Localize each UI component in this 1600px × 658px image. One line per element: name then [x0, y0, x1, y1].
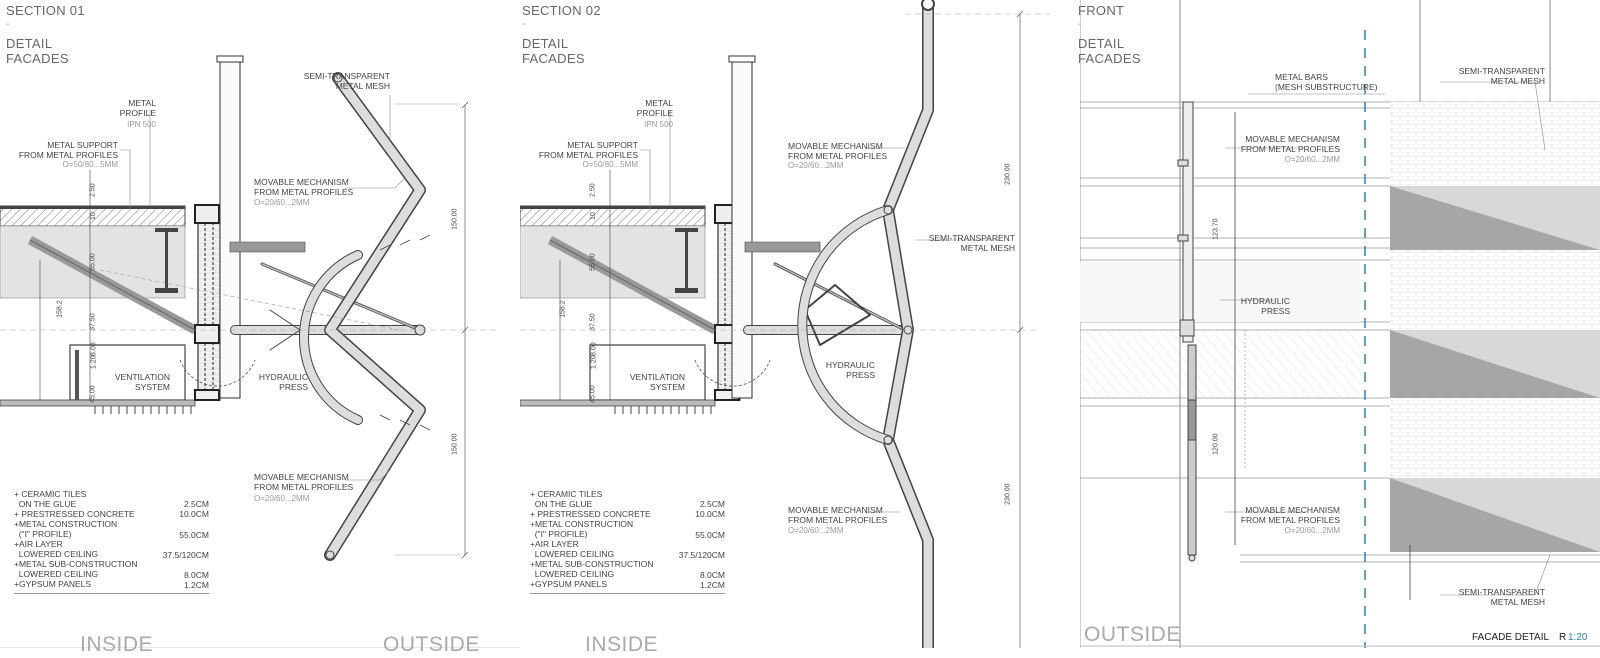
front-panel: [1080, 0, 1600, 648]
layer-1-value: 2.5CM: [183, 499, 209, 509]
front-mechanism-top-label: MOVABLE MECHANISM FROM METAL PROFILES: [1240, 134, 1340, 155]
mechanism-top-size-02: O=20/60...2MM: [788, 161, 844, 170]
mesh-label-bottom: SEMI-TRANSPARENT METAL MESH: [1458, 587, 1545, 608]
front-mechanism-bottom-size: O=20/60...2MM: [1284, 526, 1340, 535]
front-mechanism-bottom-label: MOVABLE MECHANISM FROM METAL PROFILES: [1240, 505, 1340, 526]
layer-1-name-02: + CERAMIC TILES ON THE GLUE: [530, 489, 603, 510]
front-drawing: [1080, 0, 1600, 648]
mechanism-bottom-label-02: MOVABLE MECHANISM FROM METAL PROFILES: [788, 505, 888, 526]
layer-5-name-02: +METAL SUB-CONSTRUCTION LOWERED CEILING: [530, 559, 654, 580]
mesh-label: SEMI-TRANSPARENT METAL MESH: [303, 71, 390, 92]
dim-230-top: 230.00: [1004, 163, 1012, 185]
metal-profile-size: IPN 500: [127, 120, 156, 129]
dim-150-bottom: 150.00: [451, 433, 459, 455]
ventilation-label: VENTILATION SYSTEM: [114, 372, 170, 393]
slab-hatch-band: [1080, 330, 1360, 398]
layer-1-name: + CERAMIC TILES ON THE GLUE: [14, 489, 87, 510]
glass-wall: [198, 210, 220, 400]
layer-4-name-02: +AIR LAYER LOWERED CEILING: [530, 539, 615, 560]
press-label-02: HYDRAULIC PRESS: [825, 360, 875, 381]
outside-label-01: OUTSIDE: [383, 633, 480, 656]
ventilation-label-02: VENTILATION SYSTEM: [629, 372, 685, 393]
front-dash: -: [1078, 19, 1082, 30]
mechanism-bottom-label: MOVABLE MECHANISM FROM METAL PROFILES: [254, 472, 354, 493]
layer-list-02: [530, 489, 725, 589]
layer-3-name-02: +METAL CONSTRUCTION ("I" PROFILE): [530, 519, 634, 540]
section-01-dash: -: [6, 19, 10, 30]
dim-2-50-02: 2.50: [589, 183, 597, 197]
dim-8-02: 8.00: [590, 342, 598, 356]
section-01-subtitle: DETAIL FACADES: [6, 36, 69, 67]
inside-label-01: INSIDE: [80, 633, 154, 656]
layer-3-name: +METAL CONSTRUCTION ("I" PROFILE): [14, 519, 118, 540]
metal-support-label: METAL SUPPORT FROM METAL PROFILES: [18, 140, 118, 161]
dim-10: 10: [89, 212, 97, 221]
dim-55: 55.00: [89, 253, 97, 271]
metal-profile-size-02: IPN 500: [644, 120, 673, 129]
mechanism-top-label-02: MOVABLE MECHANISM FROM METAL PROFILES: [788, 141, 888, 162]
front-dim-120: 120.00: [1212, 433, 1220, 455]
layer-4-value-02: 37.5/120CM: [678, 550, 725, 560]
section-02-dash: -: [522, 19, 526, 30]
section-01-panel: [0, 0, 520, 656]
layer-1-value-02: 2.5CM: [699, 499, 725, 509]
dim-230-bottom: 230.00: [1004, 483, 1012, 505]
mechanism-bottom-size: O=20/60...2MM: [254, 494, 310, 503]
post: [220, 58, 240, 398]
dim-45-02: 45.00: [589, 385, 597, 403]
dim-158-2-02: 158.2: [559, 300, 567, 318]
layer-2-name-02: + PRESTRESSED CONCRETE: [530, 509, 651, 520]
layer-4-name: +AIR LAYER LOWERED CEILING: [14, 539, 99, 560]
front-title: FRONT: [1078, 3, 1125, 18]
mechanism-top-label: MOVABLE MECHANISM FROM METAL PROFILES: [254, 177, 354, 198]
dim-45: 45.00: [89, 385, 97, 403]
scale-value: 1:20: [1568, 632, 1588, 643]
dim-2-50: 2.50: [89, 183, 97, 197]
tiles-layer: [0, 206, 185, 209]
layer-5-name: +METAL SUB-CONSTRUCTION LOWERED CEILING: [14, 559, 138, 580]
layer-6-name-02: +GYPSUM PANELS: [530, 579, 608, 590]
section-02-subtitle: DETAIL FACADES: [522, 36, 585, 67]
layer-list-01: [14, 489, 209, 589]
front-mechanism: [1178, 102, 1196, 561]
mesh-label-top: SEMI-TRANSPARENT METAL MESH: [1458, 66, 1545, 87]
press-label: HYDRAULIC PRESS: [258, 372, 308, 393]
dim-1-20: 1.20: [90, 355, 98, 369]
layer-6-name: +GYPSUM PANELS: [14, 579, 92, 590]
outside-label-front: OUTSIDE: [1084, 623, 1181, 646]
mesh-label-02: SEMI-TRANSPARENT METAL MESH: [928, 233, 1015, 254]
layer-2-name: + PRESTRESSED CONCRETE: [14, 509, 135, 520]
dim-10-02: 10: [589, 212, 597, 221]
mechanism-bottom-size-02: O=20/60...2MM: [788, 526, 844, 535]
dim-37-50-02: 37.50: [589, 313, 597, 331]
inside-label-02: INSIDE: [585, 633, 659, 656]
dim-1-20-02: 1.20: [590, 355, 598, 369]
section-02-panel: [520, 0, 1080, 656]
dim-158-2: 158.2: [56, 300, 64, 318]
layer-4-value: 37.5/120CM: [162, 550, 209, 560]
layer-5-value-02: 8.0CM: [699, 570, 725, 580]
front-dim-123-70: 123.70: [1212, 218, 1220, 240]
layer-6-value-02: 1.2CM: [699, 580, 725, 590]
ceiling-ribs: [95, 406, 191, 414]
metal-support-label-02: METAL SUPPORT FROM METAL PROFILES: [538, 140, 638, 161]
dim-37-50: 37.50: [89, 313, 97, 331]
metal-bars-label: METAL BARS (MESH SUBSTRUCTURE): [1275, 72, 1378, 93]
metal-profile-label-02: METAL PROFILE: [636, 98, 673, 119]
metal-support-size: O=50/80...5MM: [62, 160, 118, 169]
dim-55-02: 55.00: [589, 253, 597, 271]
layer-5-value: 8.0CM: [183, 570, 209, 580]
front-mechanism-top-size: O=20/60...2MM: [1284, 155, 1340, 164]
layer-3-value: 55.0CM: [179, 530, 209, 540]
front-subtitle: DETAIL FACADES: [1078, 36, 1141, 67]
layer-2-value-02: 10.0CM: [695, 509, 725, 519]
metal-profile-label: METAL PROFILE: [119, 98, 156, 119]
metal-support-size-02: O=50/80...5MM: [582, 160, 638, 169]
movable-mechanism-section-02: [748, 0, 934, 648]
dim-150-top: 150.00: [451, 208, 459, 230]
layer-3-value-02: 55.0CM: [695, 530, 725, 540]
mechanism-top-size: O=20/60...2MM: [254, 198, 310, 207]
facade-detail-caption: FACADE DETAIL: [1472, 632, 1550, 643]
front-press-label: HYDRAULIC PRESS: [1240, 296, 1290, 317]
scale-prefix: R: [1559, 632, 1567, 643]
dim-8: 8.00: [90, 342, 98, 356]
layer-2-value: 10.0CM: [179, 509, 209, 519]
layer-6-value: 1.2CM: [183, 580, 209, 590]
section-01-title: SECTION 01: [6, 3, 85, 18]
section-02-title: SECTION 02: [522, 3, 601, 18]
